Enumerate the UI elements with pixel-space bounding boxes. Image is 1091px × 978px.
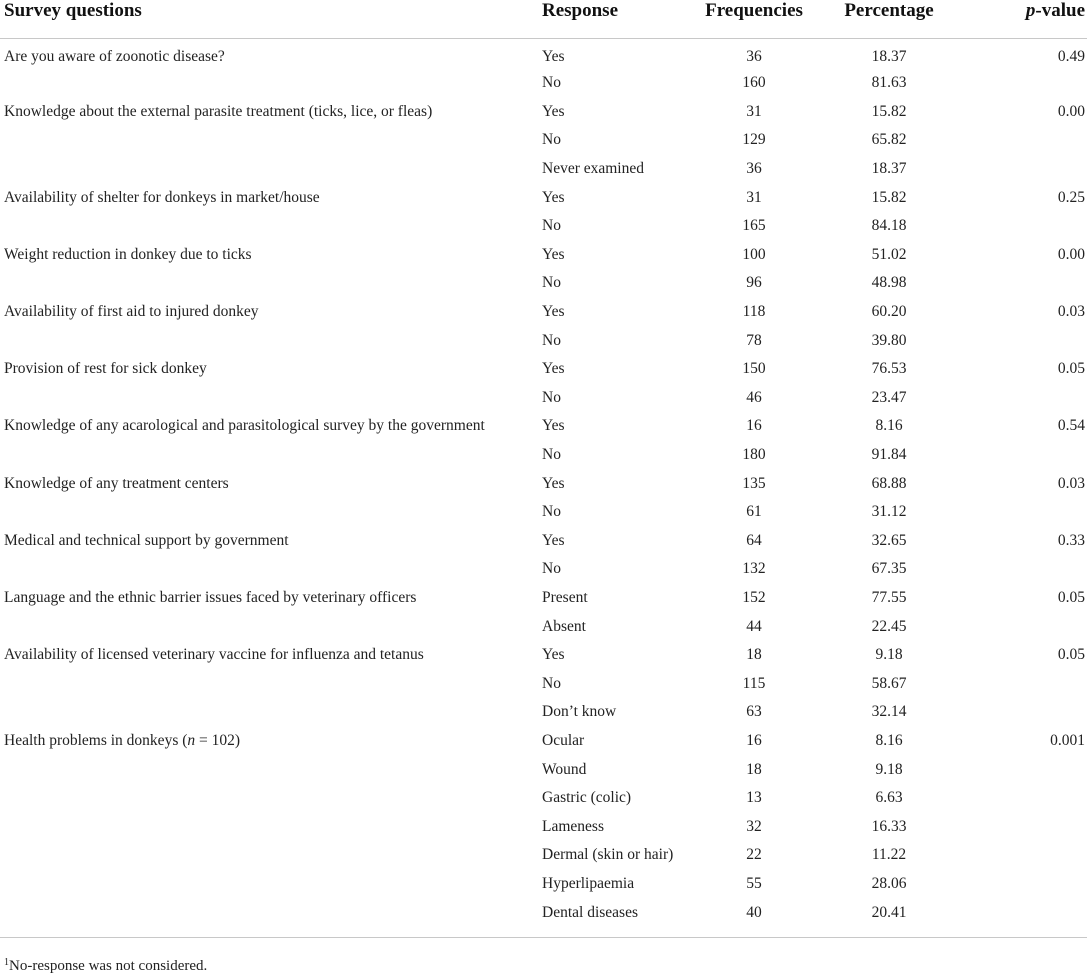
frequency-cell: 100 xyxy=(742,245,766,263)
table-row xyxy=(0,870,1087,899)
footnote-marker: 1 xyxy=(4,957,9,968)
p-value-cell xyxy=(964,898,1087,937)
p-value-cell xyxy=(964,669,1087,698)
response-cell: No xyxy=(542,674,561,692)
question-cell xyxy=(0,870,542,899)
p-value-cell: 0.05 xyxy=(1057,360,1085,378)
percentage-cell: 91.84 xyxy=(871,446,907,464)
frequency-cell: 31 xyxy=(746,188,762,206)
header-frequencies: Frequencies xyxy=(705,0,803,21)
question-cell: Availability of licensed veterinary vaccine for influenza and tetanus xyxy=(4,646,424,664)
frequency-cell: 150 xyxy=(742,360,766,378)
frequency-cell: 46 xyxy=(746,388,762,406)
response-cell: No xyxy=(542,503,561,521)
percentage-cell: 8.16 xyxy=(875,417,903,435)
percentage-cell: 31.12 xyxy=(871,503,907,521)
percentage-cell: 65.82 xyxy=(871,131,907,149)
table-row xyxy=(0,469,1087,498)
question-cell xyxy=(0,698,542,727)
percentage-cell: 48.98 xyxy=(871,274,907,292)
table-footnote xyxy=(4,957,207,975)
response-cell: Dental diseases xyxy=(542,903,638,921)
p-value-cell xyxy=(964,812,1087,841)
response-cell: Yes xyxy=(542,417,565,435)
table-row xyxy=(0,727,1087,756)
percentage-cell: 18.37 xyxy=(871,160,907,178)
response-cell: No xyxy=(542,446,561,464)
frequency-cell: 115 xyxy=(742,674,766,692)
p-value-cell: 0.00 xyxy=(1057,245,1085,263)
question-cell: Availability of shelter for donkeys in market/house xyxy=(4,188,320,206)
p-value-cell: 0.00 xyxy=(1057,102,1085,120)
frequency-cell: 40 xyxy=(746,903,762,921)
table-row xyxy=(0,241,1087,270)
table-row xyxy=(0,126,1087,155)
table-row xyxy=(0,612,1087,641)
header-survey-questions: Survey questions xyxy=(4,0,142,21)
response-cell: Yes xyxy=(542,360,565,378)
p-value-cell xyxy=(964,784,1087,813)
table-row xyxy=(0,69,1087,98)
frequency-cell: 36 xyxy=(746,48,762,65)
frequency-cell: 165 xyxy=(742,217,766,235)
p-value-cell xyxy=(964,612,1087,641)
question-cell xyxy=(0,126,542,155)
question-cell: Provision of rest for sick donkey xyxy=(4,360,207,378)
frequency-cell: 152 xyxy=(742,588,766,606)
question-cell: Are you aware of zoonotic disease? xyxy=(4,48,225,65)
response-cell: Wound xyxy=(542,760,587,778)
question-cell xyxy=(0,326,542,355)
p-value-cell xyxy=(964,555,1087,584)
p-value-cell xyxy=(964,498,1087,527)
response-cell: No xyxy=(542,74,561,92)
question-cell: Medical and technical support by government xyxy=(4,531,289,549)
question-cell xyxy=(0,898,542,937)
p-value-cell xyxy=(964,155,1087,184)
percentage-cell: 58.67 xyxy=(871,674,907,692)
table-row xyxy=(0,39,1087,70)
response-cell: No xyxy=(542,560,561,578)
p-value-cell xyxy=(964,841,1087,870)
response-cell: Yes xyxy=(542,646,565,664)
p-value-cell: 0.05 xyxy=(1057,646,1085,664)
header-response: Response xyxy=(542,0,619,21)
frequency-cell: 135 xyxy=(742,474,766,492)
table-row xyxy=(0,498,1087,527)
sample-size-n: n xyxy=(187,731,196,749)
p-value-cell: 0.49 xyxy=(1057,48,1085,65)
percentage-cell: 6.63 xyxy=(875,789,903,807)
table-row xyxy=(0,812,1087,841)
frequency-cell: 44 xyxy=(746,617,762,635)
percentage-cell: 15.82 xyxy=(871,188,907,206)
response-cell: No xyxy=(542,217,561,235)
p-value-cell xyxy=(964,69,1087,98)
table-row xyxy=(0,755,1087,784)
response-cell: No xyxy=(542,388,561,406)
response-cell: Hyperlipaemia xyxy=(542,874,635,892)
table-row xyxy=(0,555,1087,584)
percentage-cell: 20.41 xyxy=(871,903,907,921)
response-cell: No xyxy=(542,331,561,349)
question-cell xyxy=(0,498,542,527)
frequency-cell: 96 xyxy=(746,274,762,292)
response-cell: Never examined xyxy=(542,160,644,178)
header-row xyxy=(0,0,1087,39)
frequency-cell: 18 xyxy=(746,646,762,664)
header-p-value xyxy=(964,0,1087,39)
table-row xyxy=(0,412,1087,441)
frequency-cell: 18 xyxy=(746,760,762,778)
table-row xyxy=(0,441,1087,470)
question-cell xyxy=(0,384,542,413)
table-row xyxy=(0,355,1087,384)
table-body xyxy=(0,39,1087,938)
percentage-cell: 23.47 xyxy=(871,388,907,406)
percentage-cell: 68.88 xyxy=(871,474,907,492)
question-cell: Knowledge of any treatment centers xyxy=(4,474,229,492)
percentage-cell: 9.18 xyxy=(875,760,903,778)
table-row xyxy=(0,698,1087,727)
response-cell: Yes xyxy=(542,303,565,321)
table-row xyxy=(0,384,1087,413)
question-cell xyxy=(0,612,542,641)
response-cell: Yes xyxy=(542,474,565,492)
frequency-cell: 55 xyxy=(746,874,762,892)
table-row xyxy=(0,298,1087,327)
frequency-cell: 16 xyxy=(746,417,762,435)
percentage-cell: 15.82 xyxy=(871,102,907,120)
percentage-cell: 18.37 xyxy=(871,48,907,65)
question-cell xyxy=(0,441,542,470)
question-cell: Language and the ethnic barrier issues faced by veterinary officers xyxy=(4,588,417,606)
p-value-cell: 0.03 xyxy=(1057,303,1085,321)
header-p-value-suffix: -value xyxy=(1035,0,1085,21)
percentage-cell: 8.16 xyxy=(875,731,903,749)
percentage-cell: 32.65 xyxy=(871,531,907,549)
frequency-cell: 64 xyxy=(746,531,762,549)
response-cell: Yes xyxy=(542,188,565,206)
p-value-cell xyxy=(964,441,1087,470)
percentage-cell: 81.63 xyxy=(871,74,907,92)
frequency-cell: 160 xyxy=(742,74,766,92)
percentage-cell: 32.14 xyxy=(871,703,907,721)
question-cell xyxy=(0,69,542,98)
table-row xyxy=(0,641,1087,670)
question-cell: Health problems in donkeys (n = 102) xyxy=(4,731,241,749)
frequency-cell: 31 xyxy=(746,102,762,120)
frequency-cell: 32 xyxy=(746,817,762,835)
question-cell: Knowledge of any acarological and parasitological survey by the government xyxy=(4,417,485,435)
response-cell: Yes xyxy=(542,102,565,120)
frequency-cell: 13 xyxy=(746,789,762,807)
percentage-cell: 22.45 xyxy=(871,617,907,635)
table-row xyxy=(0,784,1087,813)
percentage-cell: 11.22 xyxy=(871,846,907,864)
footnote-text: No-response was not considered. xyxy=(9,958,208,974)
response-cell: Yes xyxy=(542,48,565,65)
frequency-cell: 118 xyxy=(742,303,766,321)
frequency-cell: 36 xyxy=(746,160,762,178)
question-cell xyxy=(0,669,542,698)
question-cell xyxy=(0,784,542,813)
response-cell: Lameness xyxy=(542,817,604,835)
frequency-cell: 180 xyxy=(742,446,766,464)
p-value-cell: 0.54 xyxy=(1057,417,1085,435)
percentage-cell: 28.06 xyxy=(871,874,907,892)
table-row xyxy=(0,527,1087,556)
response-cell: Present xyxy=(542,588,588,606)
response-cell: Yes xyxy=(542,531,565,549)
p-value-cell: 0.03 xyxy=(1057,474,1085,492)
frequency-cell: 61 xyxy=(746,503,762,521)
response-cell: Absent xyxy=(542,617,586,635)
table-row xyxy=(0,326,1087,355)
header-p-value-italic: p xyxy=(1025,0,1036,21)
p-value-cell: 0.25 xyxy=(1057,188,1085,206)
table-row xyxy=(0,584,1087,613)
frequency-cell: 16 xyxy=(746,731,762,749)
percentage-cell: 67.35 xyxy=(871,560,907,578)
response-cell: Yes xyxy=(542,245,565,263)
p-value-cell xyxy=(964,269,1087,298)
percentage-cell: 39.80 xyxy=(871,331,907,349)
question-cell: Availability of first aid to injured donkey xyxy=(4,303,259,321)
percentage-cell: 84.18 xyxy=(871,217,907,235)
percentage-cell: 9.18 xyxy=(875,646,903,664)
header-percentage: Percentage xyxy=(844,0,934,21)
percentage-cell: 51.02 xyxy=(871,245,907,263)
table-row xyxy=(0,841,1087,870)
question-cell xyxy=(0,269,542,298)
p-value-cell xyxy=(964,126,1087,155)
p-value-cell: 0.05 xyxy=(1057,588,1085,606)
question-cell xyxy=(0,212,542,241)
question-cell xyxy=(0,841,542,870)
table-row xyxy=(0,183,1087,212)
question-cell: Knowledge about the external parasite treatment (ticks, lice, or fleas) xyxy=(4,102,433,120)
table-row xyxy=(0,98,1087,127)
p-value-cell xyxy=(964,870,1087,899)
question-cell: Weight reduction in donkey due to ticks xyxy=(4,245,252,263)
response-cell: Dermal (skin or hair) xyxy=(542,846,674,864)
question-cell xyxy=(0,555,542,584)
response-cell: No xyxy=(542,131,561,149)
table-row xyxy=(0,898,1087,937)
percentage-cell: 77.55 xyxy=(871,588,907,606)
percentage-cell: 76.53 xyxy=(871,360,907,378)
frequency-cell: 63 xyxy=(746,703,762,721)
percentage-cell: 16.33 xyxy=(871,817,907,835)
table-row xyxy=(0,155,1087,184)
frequency-cell: 78 xyxy=(746,331,762,349)
frequency-cell: 22 xyxy=(746,846,762,864)
table-header xyxy=(0,0,1087,39)
question-cell xyxy=(0,755,542,784)
p-value-cell: 0.33 xyxy=(1057,531,1085,549)
p-value-cell xyxy=(964,755,1087,784)
frequency-cell: 129 xyxy=(742,131,766,149)
p-value-cell xyxy=(964,326,1087,355)
response-cell: Ocular xyxy=(542,731,585,749)
question-cell xyxy=(0,812,542,841)
p-value-cell xyxy=(964,384,1087,413)
p-value-cell: 0.001 xyxy=(1050,731,1085,749)
percentage-cell: 60.20 xyxy=(871,303,907,321)
table-row xyxy=(0,669,1087,698)
table-row xyxy=(0,212,1087,241)
response-cell: Don’t know xyxy=(542,703,617,721)
p-value-cell xyxy=(964,698,1087,727)
frequency-cell: 132 xyxy=(742,560,766,578)
question-cell xyxy=(0,155,542,184)
p-value-cell xyxy=(964,212,1087,241)
response-cell: Gastric (colic) xyxy=(542,789,632,807)
response-cell: No xyxy=(542,274,561,292)
table-row xyxy=(0,269,1087,298)
